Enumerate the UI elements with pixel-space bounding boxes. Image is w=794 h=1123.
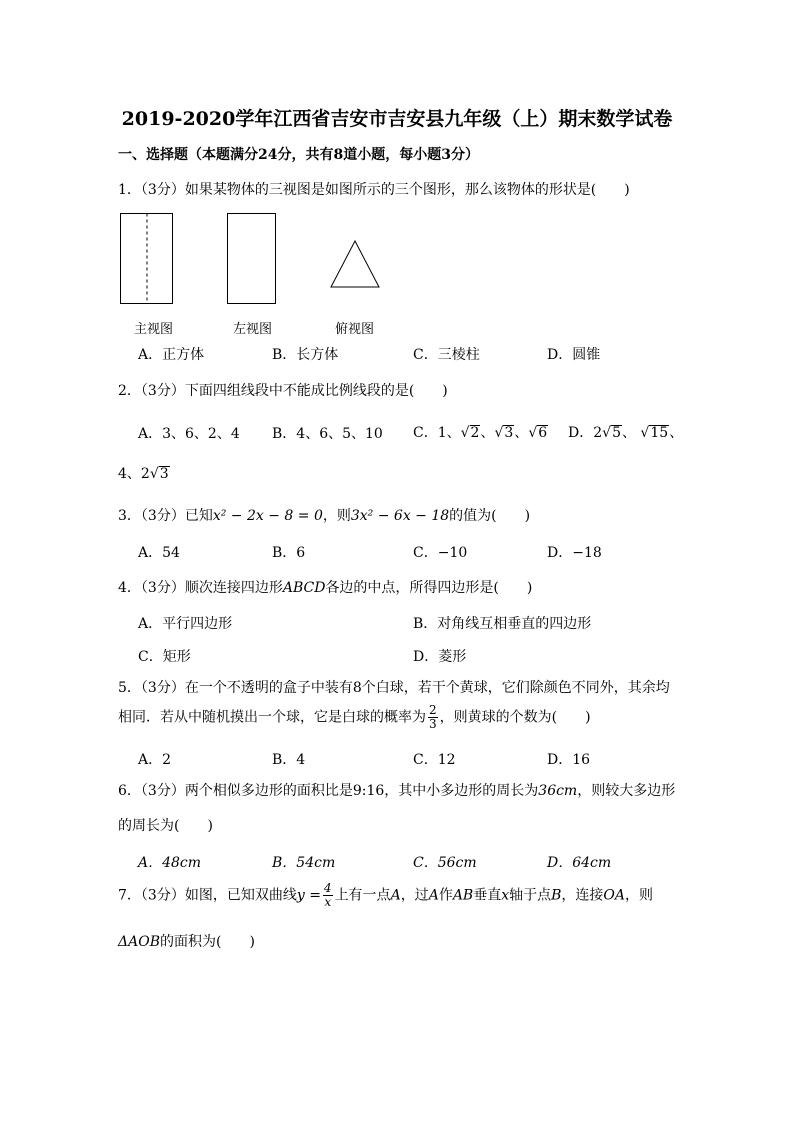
q6-perimeter: 36cm bbox=[538, 783, 578, 799]
q7-stem-part: 轴于点 bbox=[509, 887, 552, 904]
q6-ratio: 9:16 bbox=[352, 783, 385, 799]
q5-option-b: B．4 bbox=[272, 752, 306, 768]
q7-segment-oa: OA bbox=[603, 887, 626, 904]
q5-option-c: C．12 bbox=[413, 752, 456, 768]
q4-option-b: B．对角线互相垂直的四边形 bbox=[413, 616, 592, 632]
q5-frac-num: 2 bbox=[429, 703, 437, 717]
q7-stem-part: ，则 bbox=[625, 887, 654, 904]
q5-frac-den: 3 bbox=[429, 717, 437, 731]
q2-sep: 、 bbox=[669, 425, 684, 441]
q7-y-eq: y = bbox=[296, 887, 321, 904]
q7-stem-part: 的面积为( ) bbox=[160, 934, 255, 950]
q7-stem-part: 7．（3分）如图，已知双曲线 bbox=[118, 887, 297, 904]
q4-option-d: D．菱形 bbox=[413, 649, 467, 665]
q6-option-a: A．48cm bbox=[138, 855, 202, 871]
q2-option-c-prefix: C．1、 bbox=[413, 425, 461, 441]
q2-root-3: 3 bbox=[504, 425, 514, 441]
q2-option-d-continued: 4、2√3 bbox=[118, 466, 169, 482]
q3-option-b: B．6 bbox=[272, 545, 306, 561]
q6-stem-part: ，其中小多边形的周长为 bbox=[384, 783, 539, 799]
q4-abcd: ABCD bbox=[282, 580, 326, 596]
question-2-stem: 2．（3分）下面四组线段中不能成比例线段的是( ) bbox=[118, 383, 448, 399]
q1-option-a: A．正方体 bbox=[138, 347, 205, 363]
q7-fraction bbox=[323, 882, 333, 909]
question-1-stem: 1．（3分）如果某物体的三视图是如图所示的三个图形，那么该物体的形状是( ) bbox=[118, 182, 630, 198]
q4-stem-part: 各边的中点，所得四边形是( ) bbox=[325, 580, 533, 596]
q7-point-a: A bbox=[390, 887, 401, 904]
q1-option-d: D．圆锥 bbox=[547, 347, 601, 363]
q7-segment-ab: AB bbox=[452, 887, 474, 904]
question-5-line-1: 5．（3分）在一个不透明的盒子中装有8个白球，若干个黄球，它们除颜色不同外，其余均 bbox=[118, 680, 670, 696]
question-6-line-1 bbox=[118, 780, 675, 800]
q2-root-5: 5 bbox=[612, 425, 621, 441]
q3-stem-part: ，则 bbox=[322, 508, 351, 524]
q6-option-c: C．56cm bbox=[413, 855, 477, 871]
side-view-rectangle bbox=[228, 214, 276, 304]
top-view-triangle bbox=[331, 241, 379, 287]
q4-option-c: C．矩形 bbox=[138, 649, 191, 665]
question-3-stem bbox=[118, 505, 530, 525]
q6-stem-part: 6．（3分）两个相似多边形的面积比是 bbox=[118, 783, 353, 799]
q3-expression: 3x² − 6x − 18 bbox=[350, 508, 450, 524]
q2-option-a: A．3、6、2、4 bbox=[138, 426, 240, 442]
q3-stem-part: 3．（3分）已知 bbox=[118, 508, 213, 524]
q5-fraction bbox=[428, 704, 438, 731]
three-views-figure bbox=[110, 205, 400, 307]
exam-title: 2019-2020学年江西省吉安市吉安县九年级（上）期末数学试卷 bbox=[121, 108, 673, 130]
q2-root-2: 2 bbox=[470, 425, 480, 441]
q5-stem-part: 相同．若从中随机摸出一个球，它是白球的概率为 bbox=[118, 709, 426, 726]
q4-option-a: A．平行四边形 bbox=[138, 616, 233, 632]
q7-x-var: x bbox=[501, 887, 510, 904]
q7-frac-num: 4 bbox=[323, 881, 332, 895]
question-7-line-1 bbox=[118, 882, 653, 909]
q3-option-a: A．54 bbox=[138, 545, 180, 561]
q7-point-b: B bbox=[551, 887, 562, 904]
q1-option-c: C．三棱柱 bbox=[413, 347, 480, 363]
question-5-line-2 bbox=[118, 704, 591, 731]
q7-stem-part: 上有一点 bbox=[334, 887, 391, 904]
q2-root-3b: 3 bbox=[159, 466, 169, 482]
section-heading: 一、选择题（本题满分24分，共有8道小题，每小题3分） bbox=[118, 147, 479, 163]
q5-option-a: A．2 bbox=[138, 752, 172, 768]
caption-top-view: 俯视图 bbox=[335, 322, 375, 337]
q2-sep: 、 bbox=[480, 425, 495, 441]
q7-stem-part: ，连接 bbox=[561, 887, 604, 904]
q7-stem-part: 垂直 bbox=[473, 887, 502, 904]
q1-option-b: B．长方体 bbox=[272, 347, 339, 363]
q2-root-6: 6 bbox=[538, 425, 548, 441]
q6-option-d: D．64cm bbox=[547, 855, 612, 871]
q2-sep: 、 bbox=[514, 425, 529, 441]
question-4-stem bbox=[118, 577, 532, 597]
question-6-line-2: 的周长为( ) bbox=[118, 818, 213, 834]
q4-stem-part: 4．（3分）顺次连接四边形 bbox=[118, 580, 283, 596]
caption-side-view: 左视图 bbox=[233, 322, 273, 337]
q2-option-b: B．4、6、5、10 bbox=[272, 426, 383, 442]
caption-front-view: 主视图 bbox=[134, 322, 174, 337]
question-7-line-2 bbox=[118, 931, 255, 951]
q2-option-c: C．1、√2、√3、√6 bbox=[413, 425, 548, 441]
q6-stem-part: ，则较大多边形 bbox=[577, 783, 676, 799]
q3-option-c: C．−10 bbox=[413, 545, 468, 561]
q2-option-d-cont-prefix: 4、2 bbox=[118, 466, 150, 482]
q3-option-d: D．−18 bbox=[547, 545, 602, 561]
q2-root-15: 15 bbox=[650, 425, 669, 441]
q5-stem-part: ，则黄球的个数为( ) bbox=[439, 709, 591, 726]
q7-stem-part: ，过 bbox=[400, 887, 429, 904]
q7-triangle: ΔAOB bbox=[118, 934, 160, 950]
q2-sep: 、 bbox=[621, 425, 636, 441]
q7-stem-part: 作 bbox=[438, 887, 453, 904]
q3-stem-part: 的值为( ) bbox=[449, 508, 531, 524]
q5-option-d: D．16 bbox=[547, 752, 591, 768]
q7-frac-den: x bbox=[324, 895, 332, 909]
q2-option-d-prefix: D．2 bbox=[568, 425, 603, 441]
q6-option-b: B．54cm bbox=[272, 855, 336, 871]
q3-equation: x² − 2x − 8 = 0 bbox=[212, 508, 323, 524]
q2-option-d: D．2√5、 √15、 bbox=[568, 425, 684, 441]
q7-point-a: A bbox=[428, 887, 439, 904]
